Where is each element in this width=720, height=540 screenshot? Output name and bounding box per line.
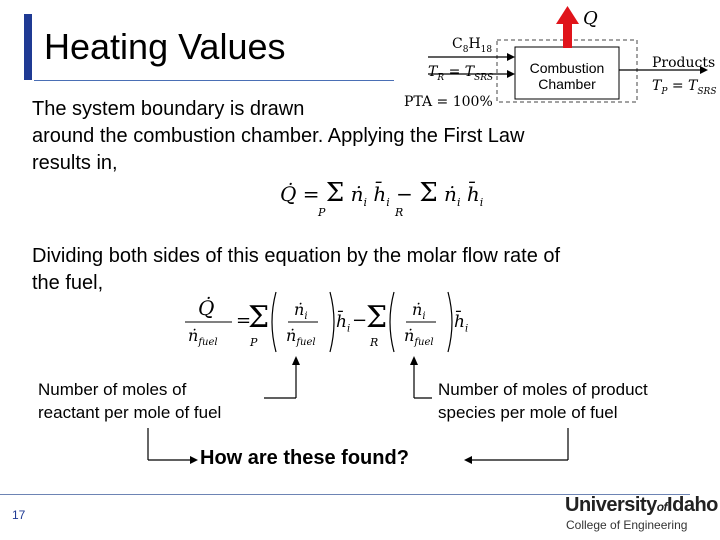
fuel-inlet-arrow <box>507 53 515 61</box>
eq2-product-moles: $ṅ_i$ <box>294 300 308 323</box>
eq2-fuel-denominator: $ṅ_{fuel}$ <box>188 326 218 349</box>
eq2-sum-reactants: Σ <box>366 300 388 335</box>
air-inlet-arrow <box>507 70 515 78</box>
eq2-reactant-fuel: $ṅ_{fuel}$ <box>404 326 434 349</box>
products-label: Products <box>652 55 716 71</box>
slide-title: Heating Values <box>44 26 286 67</box>
fuel-label: $C_8H_{18}$ <box>452 36 493 55</box>
reactant-temperature-label: $T_R = T_{SRS}$ <box>428 64 494 83</box>
college-name: College of Engineering <box>566 518 688 532</box>
eq2-product-enthalpy: $h̄_i$ <box>336 312 351 335</box>
paragraph-1-line-1: The system boundary is drawn <box>32 98 305 120</box>
question-right-arrow <box>464 456 472 464</box>
eq2-reactant-enthalpy: $h̄_i$ <box>454 312 469 335</box>
eq2-product-fuel: $ṅ_{fuel}$ <box>286 326 316 349</box>
product-annotation-line-2: species per mole of fuel <box>438 403 618 422</box>
sum-products-index: P <box>318 206 326 219</box>
eq2-sum-reactants-index: R <box>370 336 379 349</box>
eq2-heat-numerator: Q̇ <box>198 296 215 320</box>
eq2-minus: − <box>352 310 368 331</box>
university-logo: UniversityofIdaho <box>565 494 718 516</box>
heat-rate-label: Q <box>583 8 598 29</box>
paragraph-2-line-1: Dividing both sides of this equation by the molar flow rate of <box>32 245 561 267</box>
reactant-annotation-line-2: reactant per mole of fuel <box>38 403 222 422</box>
product-annotation-line-1: Number of moles of product <box>438 380 648 399</box>
product-temperature-label: $T_P = T_{SRS}$ <box>652 78 717 97</box>
eq2-equals: = <box>236 310 252 331</box>
product-annotation-arrow <box>410 356 418 365</box>
heat-arrow-shaft <box>563 22 572 48</box>
reactant-annotation-line-1: Number of moles of <box>38 380 187 399</box>
heat-arrow-head <box>556 6 579 24</box>
paragraph-1-line-2: around the combustion chamber. Applying the First Law <box>32 125 525 147</box>
pta-label: PTA = 100% <box>404 94 493 110</box>
question-text: How are these found? <box>200 447 409 469</box>
first-law-equation: Q̇ = Σ $ṅ_i$ $h̄_i - \Sigma$ $ṅ_i$ $h̄_i$ <box>280 178 484 209</box>
paragraph-1-line-3: results in, <box>32 152 118 174</box>
question-left-arrow <box>190 456 198 464</box>
page-number: 17 <box>12 508 26 522</box>
paragraph-2-line-2: the fuel, <box>32 272 104 294</box>
eq2-sum-products-index: P <box>250 336 258 349</box>
eq2-reactant-moles: $ṅ_i$ <box>412 300 426 323</box>
eq2-sum-products: Σ <box>248 300 270 335</box>
chamber-label: Combustion Chamber <box>529 60 605 92</box>
reactant-annotation-arrow <box>292 356 300 365</box>
sum-reactants-index: R <box>395 206 404 219</box>
